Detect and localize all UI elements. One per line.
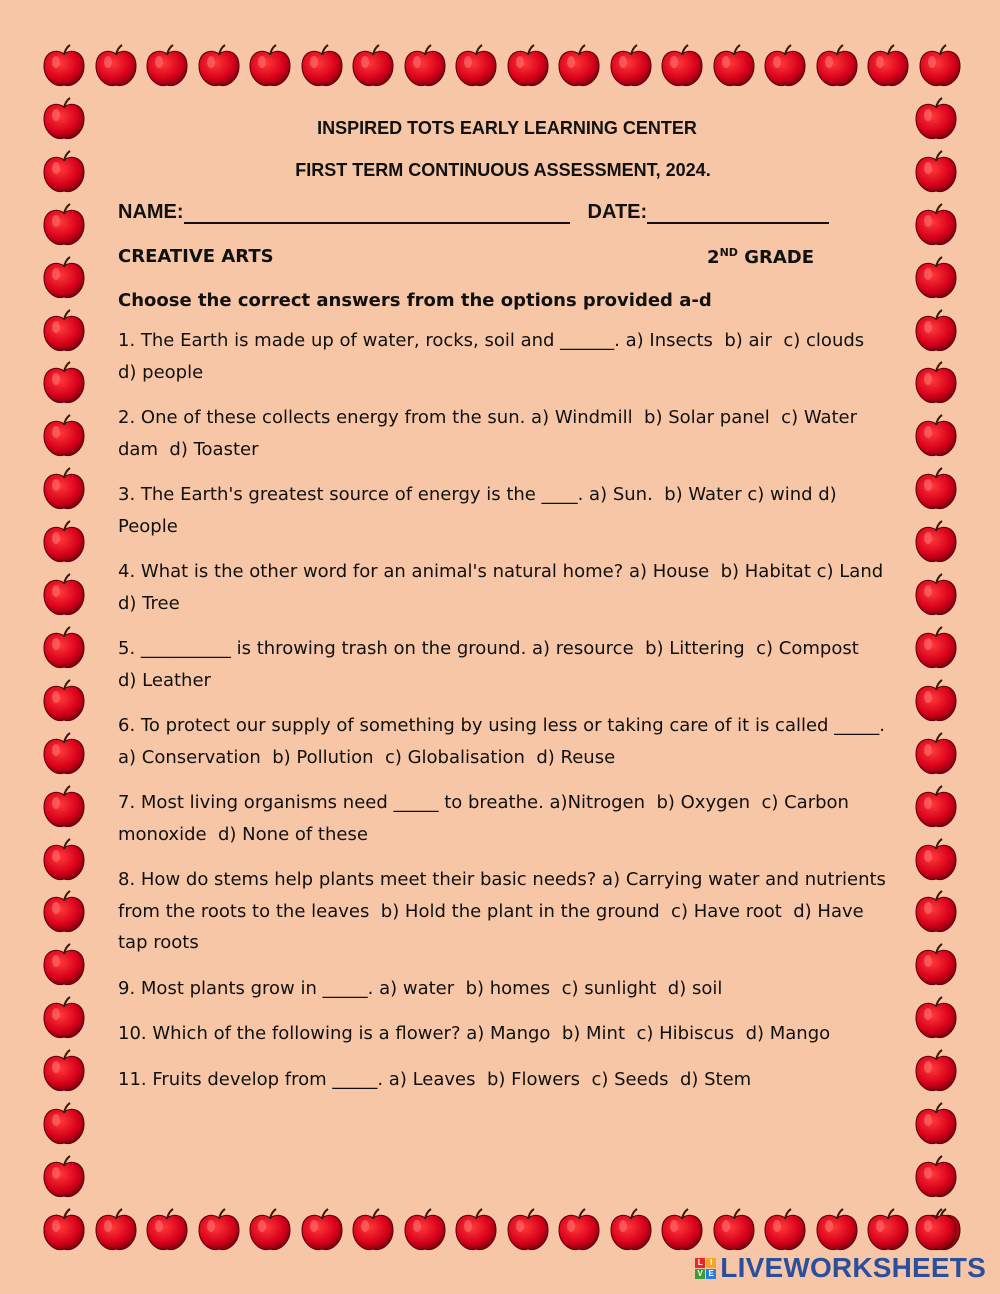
apple-icon [40,148,88,196]
apple-icon [40,465,88,513]
apple-icon [40,201,88,249]
apple-icon [246,42,294,90]
apple-icon [555,42,603,90]
apple-icon [916,42,964,90]
name-label: NAME: [118,201,184,223]
apple-icon [40,941,88,989]
apple-icon [912,888,960,936]
apple-icon [912,201,960,249]
apple-icon [40,730,88,778]
name-date-row [118,201,888,224]
apple-icon [912,95,960,143]
apple-icon [912,994,960,1042]
apple-icon [452,42,500,90]
apple-icon [607,1206,655,1254]
apple-icon [912,465,960,513]
apple-icon [298,1206,346,1254]
apple-icon [912,1206,960,1254]
apple-icon [912,254,960,302]
apple-icon [40,1100,88,1148]
apple-icon [195,42,243,90]
apple-icon [401,42,449,90]
apple-icon [761,1206,809,1254]
apple-icon [912,1047,960,1095]
question-item: 11. Fruits develop from _____. a) Leaves b) Flowers c) Seeds d) Stem [118,1068,752,1090]
apple-icon [658,1206,706,1254]
instructions: Choose the correct answers from the options provided a-d [118,290,712,311]
school-title: INSPIRED TOTS EARLY LEARNING CENTER [317,118,697,138]
grade-label: 2ND GRADE [707,246,814,268]
apple-icon [912,571,960,619]
apple-icon [864,42,912,90]
apple-icon [912,941,960,989]
apple-icon [813,1206,861,1254]
subject-row [118,246,814,268]
apple-icon [504,42,552,90]
apple-icon [40,412,88,460]
apple-icon [143,1206,191,1254]
apple-icon [40,307,88,355]
question-item: 8. How do stems help plants meet their basic needs? a) Carrying water and nutrients from the roots to the leaves b) Hold the plant in the ground c) Have root d) Have tap roots [118,869,892,953]
apple-icon [710,1206,758,1254]
apple-icon [912,783,960,831]
apple-icon [40,994,88,1042]
apple-icon [40,1206,88,1254]
apple-icon [195,1206,243,1254]
apple-icon [40,254,88,302]
apple-icon [912,677,960,725]
apple-icon [912,836,960,884]
apple-icon [40,624,88,672]
apple-icon [298,42,346,90]
apple-icon [92,1206,140,1254]
question-item: 9. Most plants grow in _____. a) water b) homes c) sunlight d) soil [118,977,723,999]
apple-icon [452,1206,500,1254]
question-item: 4. What is the other word for an animal's natural home? a) House b) Habitat c) Land d) Tree [118,561,895,614]
date-label: DATE: [587,201,648,223]
apple-icon [912,148,960,196]
apple-icon [40,571,88,619]
apple-icon [912,307,960,355]
apple-icon [555,1206,603,1254]
apple-icon [710,42,758,90]
apple-icon [607,42,655,90]
question-item: 6. To protect our supply of something by using less or taking care of it is called _____. a) Conservation b) Pollution c) Globalisation d) Reuse [118,715,891,768]
apple-icon [349,1206,397,1254]
apple-icon [912,1100,960,1148]
logo-mark-icon: L I V E [695,1258,716,1279]
question-item: 3. The Earth's greatest source of energy is the ____. a) Sun. b) Water c) wind d) People [118,484,843,537]
apple-icon [813,42,861,90]
apple-icon [504,1206,552,1254]
subject-label: CREATIVE ARTS [118,246,274,267]
apple-icon [912,518,960,566]
apple-icon [40,518,88,566]
apple-icon [912,412,960,460]
apple-icon [92,42,140,90]
date-field[interactable] [647,204,829,224]
question-item: 2. One of these collects energy from the sun. a) Windmill b) Solar panel c) Water dam d) Toaster [118,407,863,460]
apple-icon [40,888,88,936]
name-field[interactable] [184,204,570,224]
apple-icon [40,677,88,725]
apple-icon [912,1153,960,1201]
apple-icon [761,42,809,90]
logo-text: LIVEWORKSHEETS [720,1252,986,1283]
apple-icon [40,1047,88,1095]
worksheet [118,118,899,1095]
apple-icon [864,1206,912,1254]
apple-icon [40,836,88,884]
question-item: 5. __________ is throwing trash on the ground. a) resource b) Littering c) Compost d) Leather [118,638,899,691]
question-item: 1. The Earth is made up of water, rocks, soil and ______. a) Insects b) air c) clouds d) people [118,330,882,383]
apple-icon [401,1206,449,1254]
question-item: 7. Most living organisms need _____ to breathe. a)Nitrogen b) Oxygen c) Carbon monoxide d) None of these [118,792,855,845]
question-item: 10. Which of the following is a flower? a) Mango b) Mint c) Hibiscus d) Mango [118,1023,831,1044]
apple-icon [912,624,960,672]
apple-icon [658,42,706,90]
apple-icon [40,359,88,407]
apple-icon [40,783,88,831]
apple-icon [246,1206,294,1254]
question-list [118,325,899,1095]
assessment-title: FIRST TERM CONTINUOUS ASSESSMENT, 2024. [295,160,711,180]
apple-icon [349,42,397,90]
apple-icon [143,42,191,90]
apple-icon [912,359,960,407]
apple-icon [40,1153,88,1201]
apple-icon [40,42,88,90]
apple-icon [40,95,88,143]
apple-icon [912,730,960,778]
liveworksheets-logo [695,1252,986,1284]
